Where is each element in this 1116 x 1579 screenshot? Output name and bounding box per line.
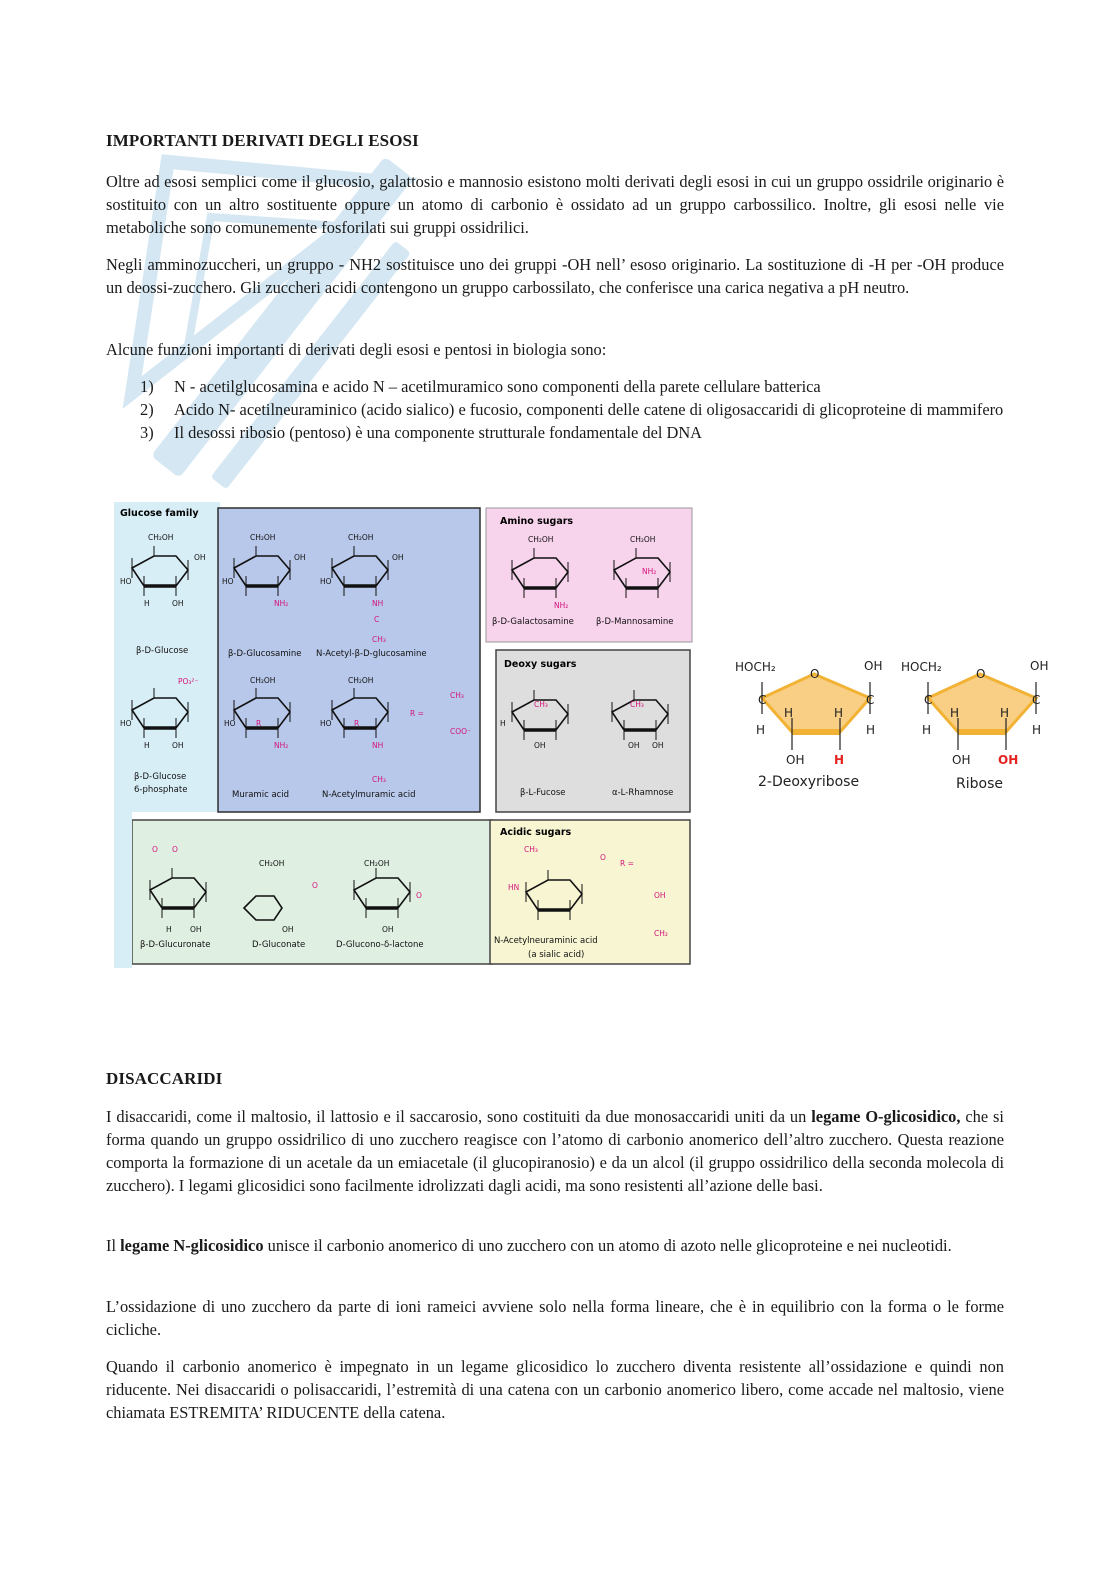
svg-text:O: O — [600, 853, 606, 862]
svg-text:OH: OH — [294, 553, 306, 562]
svg-text:C: C — [1032, 693, 1041, 707]
svg-text:NH₂: NH₂ — [274, 599, 289, 608]
svg-text:H: H — [166, 925, 172, 934]
label-muramic-acid: Muramic acid — [232, 790, 290, 800]
paragraph-disaccaridi-2: Il legame N-glicosidico unisce il carbonio anomerico di uno zucchero con un atomo di azoto nelle glicoproteine e nei nucleotidi. — [106, 1236, 952, 1255]
svg-text:H: H — [922, 723, 932, 737]
glucose-family-panel — [114, 502, 220, 812]
label-neuraminic-2: (a sialic acid) — [528, 950, 585, 960]
glucose-family-heading: Glucose family — [120, 508, 199, 519]
svg-text:O: O — [152, 845, 158, 854]
amino-sugars-heading: Amino sugars — [500, 516, 574, 527]
svg-text:CH₂OH: CH₂OH — [528, 535, 554, 544]
label-n-acetylmuramic-acid: N-Acetylmuramic acid — [322, 790, 416, 800]
paragraph-disaccaridi-4: Quando il carbonio anomerico è impegnato in un legame glicosidico lo zucchero diventa resistente all’ossidazione e quindi non riducente. Nei disaccaridi o polisaccaridi, l’estremità di una catena con un carbonio anomerico libero, come accade nel maltosio, viene chiamata ESTREMITA’ RIDUCENTE della catena. — [106, 1357, 1004, 1422]
svg-text:CH₂OH: CH₂OH — [259, 859, 285, 868]
svg-text:OH: OH — [282, 925, 294, 934]
bold-term-o-glicosidico: legame O-glicosidico, — [811, 1107, 961, 1126]
svg-text:HOCH₂: HOCH₂ — [901, 660, 942, 674]
hexose-derivatives-figure — [114, 500, 694, 968]
svg-text:NH₂: NH₂ — [642, 567, 657, 576]
svg-text:CH₂OH: CH₂OH — [148, 533, 174, 542]
svg-text:H: H — [1000, 706, 1010, 720]
svg-text:HO: HO — [120, 719, 132, 728]
svg-text:C: C — [374, 615, 380, 624]
label-gluconate: D-Gluconate — [252, 940, 306, 950]
svg-text:H: H — [834, 706, 844, 720]
svg-text:CH₂OH: CH₂OH — [364, 859, 390, 868]
functions-list — [106, 375, 1004, 444]
svg-text:OH: OH — [952, 753, 971, 767]
section-title-esosi: IMPORTANTI DERIVATI DEGLI ESOSI — [106, 131, 419, 150]
svg-text:O: O — [810, 667, 820, 681]
bold-term-n-glicosidico: legame N-glicosidico — [120, 1236, 264, 1255]
label-glucono-lactone: D-Glucono-δ-lactone — [336, 940, 424, 950]
deoxyribose-label: 2-Deoxyribose — [758, 774, 860, 790]
svg-text:NH: NH — [372, 599, 384, 608]
svg-text:CH₂: CH₂ — [654, 929, 668, 938]
svg-text:OH: OH — [194, 553, 206, 562]
svg-text:HO: HO — [222, 577, 234, 586]
svg-text:CH₃: CH₃ — [534, 700, 548, 709]
pentoses-figure — [730, 652, 1060, 802]
svg-text:R =: R = — [410, 709, 424, 718]
svg-text:HO: HO — [120, 577, 132, 586]
svg-text:H: H — [144, 741, 150, 750]
deoxyribose-h-highlight: H — [834, 753, 845, 767]
svg-text:HO: HO — [224, 719, 236, 728]
label-glucose-6p-2: 6-phosphate — [134, 785, 188, 795]
svg-text:H: H — [1032, 723, 1042, 737]
label-glucosamine: β-D-Glucosamine — [228, 649, 302, 659]
label-fucose: β-L-Fucose — [520, 788, 566, 798]
svg-text:NH₂: NH₂ — [554, 601, 569, 610]
label-mannosamine: β-D-Mannosamine — [596, 617, 674, 627]
paragraph-esosi-3: Alcune funzioni importanti di derivati degli esosi e pentosi in biologia sono: — [106, 340, 607, 359]
svg-text:NH: NH — [372, 741, 384, 750]
paragraph-disaccaridi-1: I disaccaridi, come il maltosio, il lattosio e il saccarosio, sono costituiti da due monosaccaridi uniti da un legame O-glicosidico, che si forma quando un gruppo ossidrilico di uno zucchero reagisce con l’atomo di carbonio anomerico dell’altro zucchero. Questa reazione comporta la formazione di un acetale da un emiacetale (il glucopiranosio) e da un alcol (il gruppo ossidrilico della seconda molecola di zucchero). I legami glicosidici sono facilmente idrolizzati dagli acidi, ma sono resistenti all’azione delle basi. — [106, 1107, 1004, 1195]
label-galactosamine: β-D-Galactosamine — [492, 617, 574, 627]
svg-text:HO: HO — [320, 719, 332, 728]
svg-text:CH₃: CH₃ — [372, 775, 386, 784]
svg-text:OH: OH — [534, 741, 546, 750]
paragraph-disaccaridi-3: L’ossidazione di uno zucchero da parte di ioni rameici avviene solo nella forma lineare, che è in equilibrio con la forma o le forme cicliche. — [106, 1297, 1004, 1339]
svg-text:OH: OH — [654, 891, 666, 900]
svg-text:OH: OH — [172, 599, 184, 608]
svg-text:OH: OH — [1030, 659, 1049, 673]
deoxyribose-structure — [762, 674, 870, 750]
paragraph-esosi-1: Oltre ad esosi semplici come il glucosio, galattosio e mannosio esistono molti derivati degli esosi in cui un gruppo ossidrile originario è sostituito con un altro sostituente oppure un atomo di carbonio è ossidato ad un gruppo carbossilico. Inoltre, gli esosi nelle vie metaboliche sono comunemente fosforilati sui gruppi ossidrilici. — [106, 172, 1004, 237]
svg-text:C: C — [924, 693, 933, 707]
svg-text:H: H — [950, 706, 960, 720]
svg-text:OH: OH — [172, 741, 184, 750]
label-neuraminic-1: N-Acetylneuraminic acid — [494, 936, 598, 946]
svg-text:OH: OH — [382, 925, 394, 934]
svg-text:CH₃: CH₃ — [450, 691, 464, 700]
list-item: 2) Acido N- acetilneuraminico (acido sialico) e fucosio, componenti delle catene di oligosaccaridi di glicoproteine di mammifero — [140, 400, 1004, 419]
ribose-oh-highlight: OH — [998, 753, 1019, 767]
svg-text:O: O — [172, 845, 178, 854]
label-glucuronate: β-D-Glucuronate — [140, 940, 211, 950]
svg-text:O: O — [312, 881, 318, 890]
svg-text:H: H — [866, 723, 876, 737]
svg-text:R: R — [256, 719, 262, 728]
svg-text:CH₃: CH₃ — [372, 635, 386, 644]
svg-text:H: H — [500, 719, 506, 728]
svg-text:COO⁻: COO⁻ — [450, 727, 472, 736]
svg-text:OH: OH — [190, 925, 202, 934]
svg-text:HN: HN — [508, 883, 520, 892]
ribose-structure — [928, 674, 1036, 750]
acidic-sugars-heading: Acidic sugars — [500, 827, 572, 838]
deoxy-sugars-heading: Deoxy sugars — [504, 659, 577, 670]
svg-text:OH: OH — [786, 753, 805, 767]
ribose-label: Ribose — [956, 776, 1003, 792]
svg-text:HOCH₂: HOCH₂ — [735, 660, 776, 674]
svg-text:OH: OH — [392, 553, 404, 562]
svg-text:OH: OH — [628, 741, 640, 750]
list-item: 1) N - acetilglucosamina e acido N – acetilmuramico sono componenti della parete cellulare batterica — [140, 377, 821, 396]
section-title-disaccaridi: DISACCARIDI — [106, 1069, 223, 1088]
svg-text:CH₂OH: CH₂OH — [348, 533, 374, 542]
svg-text:CH₂OH: CH₂OH — [250, 676, 276, 685]
label-b-d-glucose: β-D-Glucose — [136, 646, 189, 656]
paragraph-esosi-2: Negli amminozuccheri, un gruppo - NH2 sostituisce uno dei gruppi -OH nell’ esoso originario. La sostituzione di -H per -OH produce un deossi-zucchero. Gli zuccheri acidi contengono un gruppo carbossilato, che conferisce una carica negativa a pH neutro. — [106, 255, 1004, 297]
svg-text:H: H — [756, 723, 766, 737]
svg-text:H: H — [784, 706, 794, 720]
svg-text:CH₂OH: CH₂OH — [630, 535, 656, 544]
svg-text:C: C — [758, 693, 767, 707]
svg-text:C: C — [866, 693, 875, 707]
svg-text:NH₂: NH₂ — [274, 741, 289, 750]
svg-text:CH₂OH: CH₂OH — [250, 533, 276, 542]
list-item: 3) Il desossi ribosio (pentoso) è una componente strutturale fondamentale del DNA — [140, 423, 703, 442]
svg-text:H: H — [144, 599, 150, 608]
svg-text:HO: HO — [320, 577, 332, 586]
svg-text:OH: OH — [652, 741, 664, 750]
svg-text:O: O — [976, 667, 986, 681]
svg-text:OH: OH — [864, 659, 883, 673]
svg-text:CH₃: CH₃ — [524, 845, 538, 854]
svg-text:CH₃: CH₃ — [630, 700, 644, 709]
svg-text:PO₃²⁻: PO₃²⁻ — [178, 677, 199, 686]
svg-text:R: R — [354, 719, 360, 728]
label-n-acetyl-glucosamine: N-Acetyl-β-D-glucosamine — [316, 649, 427, 659]
svg-text:O: O — [416, 891, 422, 900]
svg-text:R =: R = — [620, 859, 634, 868]
svg-text:CH₂OH: CH₂OH — [348, 676, 374, 685]
label-glucose-6p-1: β-D-Glucose — [134, 772, 187, 782]
label-rhamnose: α-L-Rhamnose — [612, 788, 674, 798]
glucosamine-panel — [218, 508, 480, 812]
